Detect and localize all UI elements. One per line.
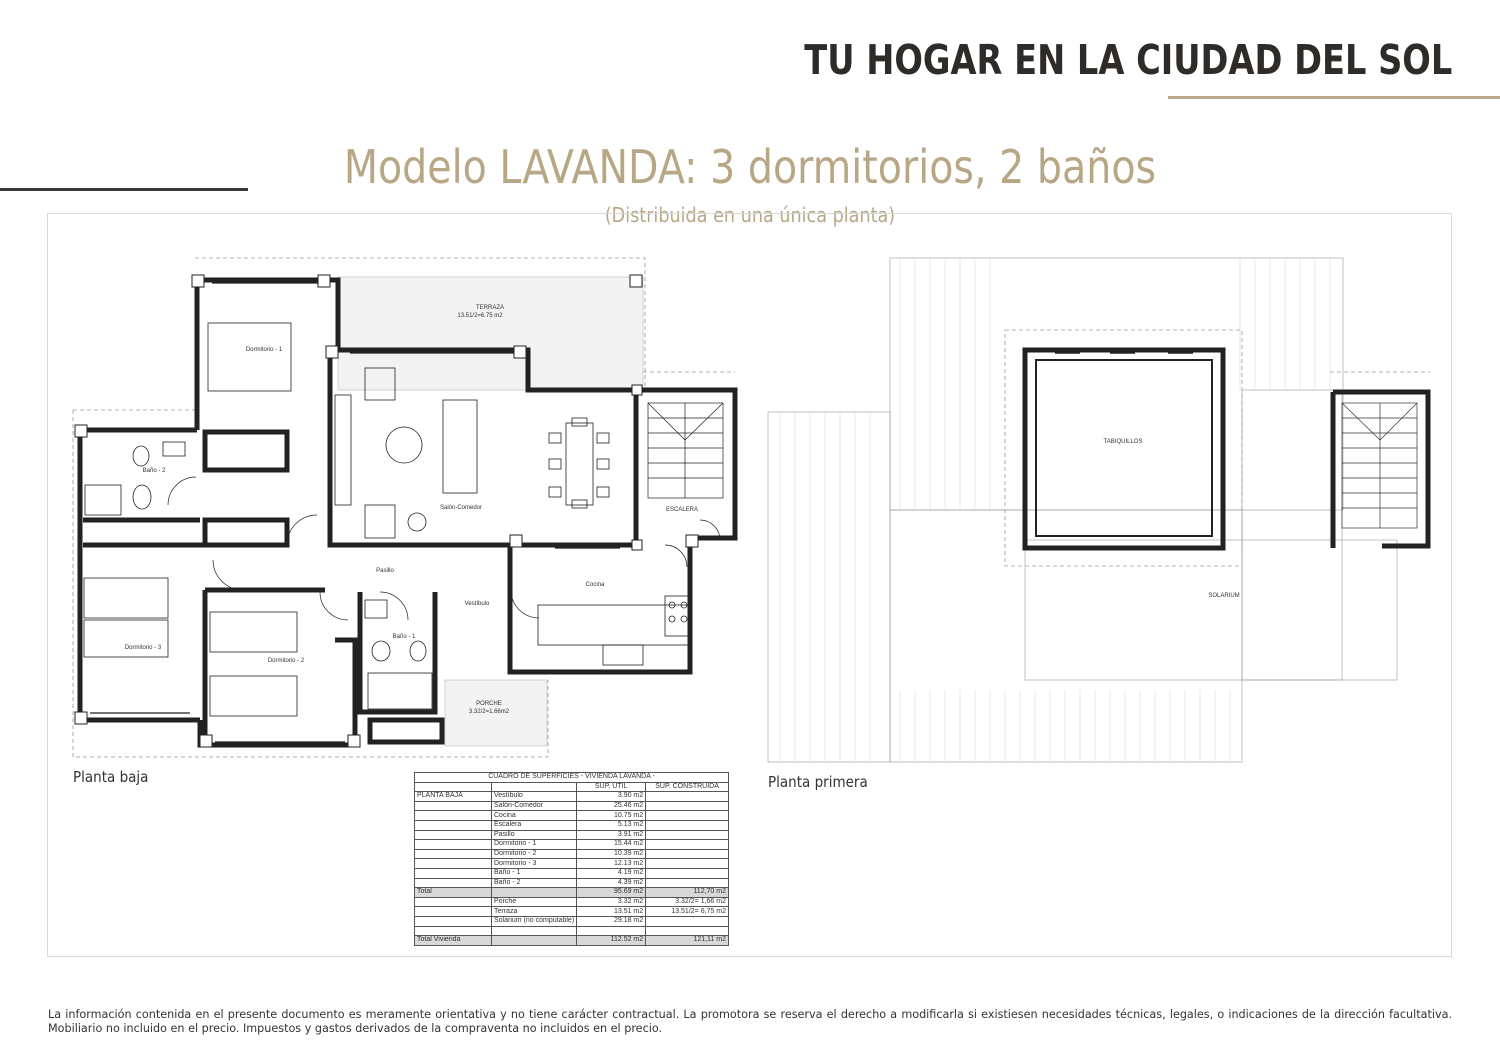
row-sup-construida (646, 820, 729, 830)
row-section: PLANTA BAJA (415, 792, 492, 802)
row-section (415, 820, 492, 830)
row-section (415, 868, 492, 878)
surface-rows (415, 792, 729, 946)
row-sup-util: 4.19 m2 (577, 868, 646, 878)
disclaimer: La información contenida en el presente documento es meramente orientativa y no tiene carácter contractual. La promotora se reserva el derecho a modificarla si existiesen necesidades técnicas, legales, o indicaciones de la dirección facultativa. Mobiliario no incluido en el precio. Impuestos y gastos derivados de la compraventa no incluidos en el precio. (48, 1008, 1452, 1035)
row-sup-util: 4.39 m2 (577, 878, 646, 888)
label-bano-1: Baño - 1 (392, 634, 416, 640)
table-row (415, 849, 729, 859)
label-cocina: Cocina (585, 582, 605, 588)
row-name: Cocina (492, 811, 577, 821)
ground-floor-plan (73, 258, 735, 757)
row-name: Solarium (no computable) (492, 916, 577, 926)
row-name: Dormitorio - 2 (492, 849, 577, 859)
label-terraza-area: 13.51/2=6.75 m2 (457, 313, 503, 319)
row-sup-util: 3.32 m2 (577, 897, 646, 907)
row-sup-construida (646, 868, 729, 878)
row-sup-util: 95.69 m2 (577, 888, 646, 898)
row-section (415, 878, 492, 888)
table-row (415, 801, 729, 811)
table-row (415, 907, 729, 917)
first-floor-plan (768, 258, 1430, 762)
row-sup-construida (646, 792, 729, 802)
table-row (415, 820, 729, 830)
row-section (415, 811, 492, 821)
col-sup-util: SUP. UTIL (577, 782, 646, 792)
row-name (492, 926, 577, 936)
model-subtitle: (Distribuida en una única planta) (604, 203, 896, 227)
row-sup-util: 25.46 m2 (577, 801, 646, 811)
row-section (415, 830, 492, 840)
table-row (415, 859, 729, 869)
row-section (415, 916, 492, 926)
table-row (415, 840, 729, 850)
table-row (415, 916, 729, 926)
row-name (492, 936, 577, 946)
label-pasillo: Pasillo (376, 568, 394, 574)
label-dormitorio-3: Dormitorio - 3 (124, 645, 162, 651)
row-section (415, 859, 492, 869)
label-bano-2: Baño - 2 (142, 468, 166, 474)
row-name (492, 888, 577, 898)
row-sup-util: 29.18 m2 (577, 916, 646, 926)
surface-table-title: CUADRO DE SUPERFICIES - VIVIENDA LAVANDA - (415, 773, 729, 783)
row-sup-construida (646, 878, 729, 888)
table-row (415, 926, 729, 936)
row-sup-construida (646, 811, 729, 821)
row-section (415, 849, 492, 859)
table-row (415, 792, 729, 802)
table-row (415, 878, 729, 888)
row-name: Dormitorio - 1 (492, 840, 577, 850)
row-sup-util: 10.39 m2 (577, 849, 646, 859)
row-sup-util: 15.44 m2 (577, 840, 646, 850)
row-name: Porche (492, 897, 577, 907)
row-sup-construida: 3.32/2= 1,66 m2 (646, 897, 729, 907)
row-section: Total Vivienda (415, 936, 492, 946)
row-section (415, 897, 492, 907)
table-row (415, 897, 729, 907)
row-sup-construida (646, 840, 729, 850)
row-sup-construida (646, 830, 729, 840)
row-sup-construida: 13.51/2= 6,75 m2 (646, 907, 729, 917)
label-porche: PORCHE (476, 701, 502, 707)
brand-title: TU HOGAR EN LA CIUDAD DEL SOL (803, 36, 1452, 84)
surface-table (414, 772, 729, 946)
label-salon-comedor: Salón-Comedor (439, 505, 483, 511)
row-name: Salón-Comedor (492, 801, 577, 811)
row-section (415, 926, 492, 936)
row-section (415, 840, 492, 850)
label-porche-area: 3.32/2=1.66m2 (468, 709, 510, 715)
row-sup-construida (646, 916, 729, 926)
first-floor-label: Planta primera (768, 773, 868, 791)
table-row (415, 868, 729, 878)
label-escalera: ESCALERA (665, 507, 699, 513)
row-sup-construida (646, 801, 729, 811)
row-sup-util: 12.13 m2 (577, 859, 646, 869)
row-name: Vestíbulo (492, 792, 577, 802)
row-section: Total (415, 888, 492, 898)
row-sup-util: 3.91 m2 (577, 830, 646, 840)
label-terraza: TERRAZA (475, 305, 505, 311)
row-name: Terraza (492, 907, 577, 917)
row-section (415, 907, 492, 917)
row-sup-construida (646, 849, 729, 859)
label-vestibulo: Vestíbulo (464, 601, 490, 607)
label-dormitorio-2: Dormitorio - 2 (267, 658, 305, 664)
label-solarium: SOLARIUM (1208, 593, 1240, 599)
row-sup-util (577, 926, 646, 936)
label-dormitorio-1: Dormitorio - 1 (245, 347, 283, 353)
table-row (415, 830, 729, 840)
col-sup-construida: SUP. CONSTRUIDA (646, 782, 729, 792)
row-sup-construida (646, 859, 729, 869)
row-sup-util: 13.51 m2 (577, 907, 646, 917)
row-sup-util: 10.75 m2 (577, 811, 646, 821)
row-sup-util: 3.90 m2 (577, 792, 646, 802)
model-title: Modelo LAVANDA: 3 dormitorios, 2 baños (343, 140, 1157, 194)
row-sup-util: 112.52 m2 (577, 936, 646, 946)
row-sup-construida (646, 926, 729, 936)
label-tabiquillos: TABIQUILLOS (1103, 439, 1143, 445)
row-name: Escalera (492, 820, 577, 830)
table-row (415, 811, 729, 821)
row-name: Baño - 2 (492, 878, 577, 888)
row-name: Pasillo (492, 830, 577, 840)
row-sup-construida: 112,70 m2 (646, 888, 729, 898)
table-row (415, 936, 729, 946)
row-sup-util: 5.13 m2 (577, 820, 646, 830)
ground-floor-label: Planta baja (73, 768, 149, 786)
row-name: Baño - 1 (492, 868, 577, 878)
row-sup-construida: 121,11 m2 (646, 936, 729, 946)
row-name: Dormitorio - 3 (492, 859, 577, 869)
table-row (415, 888, 729, 898)
row-section (415, 801, 492, 811)
